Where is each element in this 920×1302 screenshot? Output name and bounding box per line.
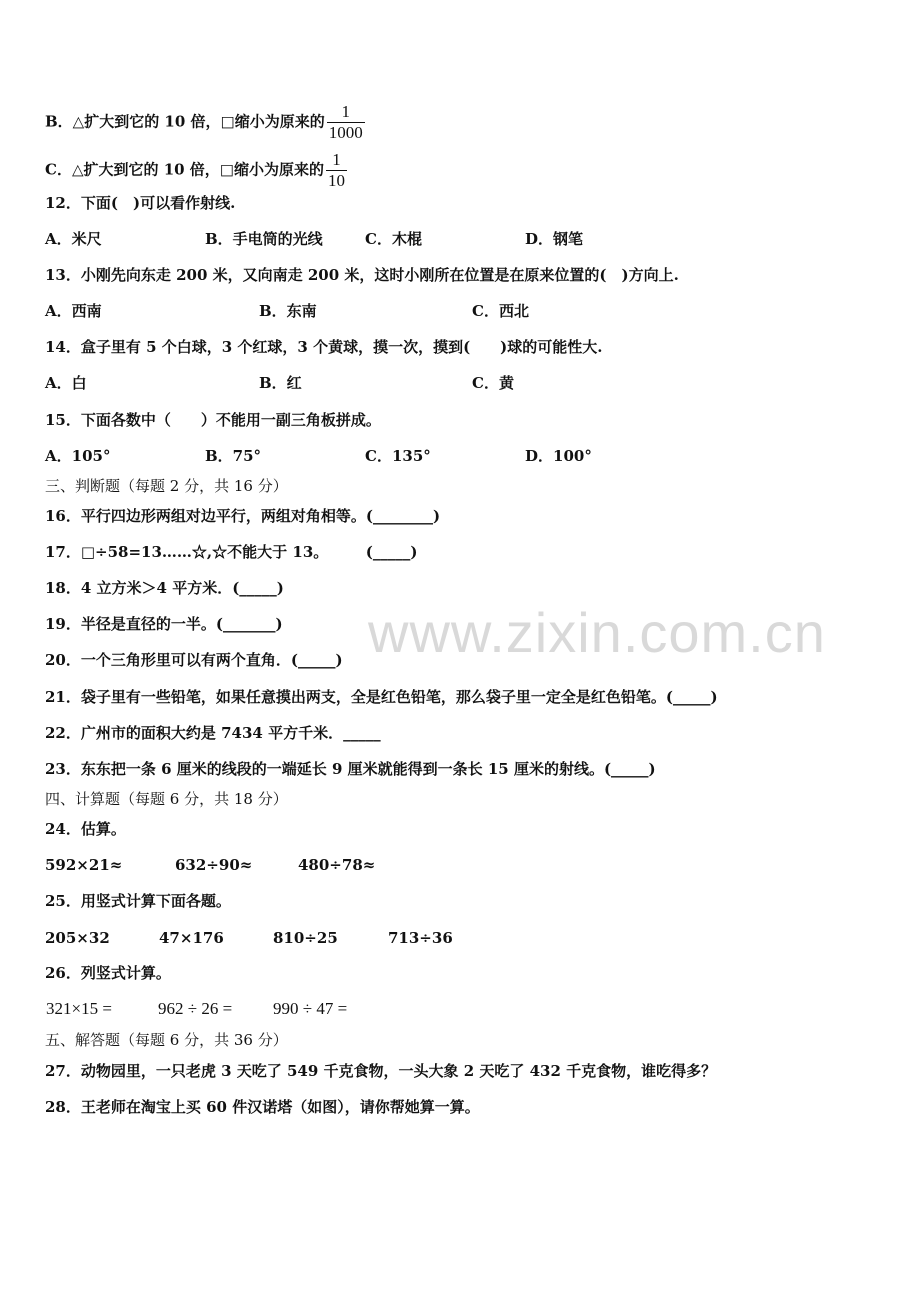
question-24: 24．估算。 [45,820,126,838]
question-14: 14．盒子里有 5 个白球，3 个红球，3 个黄球，摸一次，摸到( )球的可能性大. [45,338,603,356]
q25-item-3: 810÷25 [273,929,338,947]
q24-item-1: 592×21≈ [45,856,123,874]
q13-option-b: B．东南 [259,302,317,320]
q26-item-2: 962 ÷ 26 = [158,999,233,1018]
question-22: 22．广州市的面积大约是 7434 平方千米．_____ [45,724,381,742]
question-16: 16．平行四边形两组对边平行，两组对角相等。(________) [45,507,441,525]
q25-item-4: 713÷36 [388,929,453,947]
q24-item-2: 632÷90≈ [175,856,253,874]
option-c-line [45,150,347,191]
option-b-line [45,102,365,143]
q14-option-a: A．白 [45,374,87,392]
question-15: 15．下面各数中（ ）不能用一副三角板拼成。 [45,411,381,429]
q24-item-3: 480÷78≈ [298,856,376,874]
q14-option-c: C．黄 [472,374,514,392]
q25-item-1: 205×32 [45,929,110,947]
q12-option-d: D．钢笔 [525,230,584,248]
q12-option-a: A．米尺 [45,230,102,248]
question-25: 25．用竖式计算下面各题。 [45,892,231,910]
fraction-denominator: 10 [327,171,345,190]
q14-option-b: B．红 [259,374,302,392]
question-23: 23．东东把一条 6 厘米的线段的一端延长 9 厘米就能得到一条长 15 厘米的射线。(_____) [45,760,656,778]
option-b-text: B．△扩大到它的 10 倍，□缩小为原来的 [45,112,325,131]
fraction-1-1000 [327,102,365,143]
q13-option-c: C．西北 [472,302,529,320]
q12-option-c: C．木棍 [365,230,422,248]
q15-option-c: C．135° [365,447,431,465]
question-13: 13．小刚先向东走 200 米，又向南走 200 米，这时小刚所在位置是在原来位置的( )方向上. [45,266,679,284]
question-27: 27．动物园里，一只老虎 3 天吃了 549 千克食物，一头大象 2 天吃了 432 千克食物，谁吃得多？ [45,1062,717,1080]
question-18: 18．4 立方米＞4 平方米．(_____) [45,579,284,597]
q15-option-a: A．105° [45,447,111,465]
q12-option-b: B．手电筒的光线 [205,230,323,248]
q13-option-a: A．西南 [45,302,102,320]
section-4-heading: 四、计算题（每题 6 分，共 18 分） [45,790,288,808]
question-21: 21．袋子里有一些铅笔，如果任意摸出两支，全是红色铅笔，那么袋子里一定全是红色铅笔。(_____) [45,688,718,706]
question-17: 17．□÷58=13……☆,☆不能大于 13。 (_____) [45,543,418,561]
question-28: 28．王老师在淘宝上买 60 件汉诺塔（如图），请你帮她算一算。 [45,1098,480,1116]
fraction-numerator: 1 [341,102,350,121]
section-5-heading: 五、解答题（每题 6 分，共 36 分） [45,1031,288,1049]
fraction-1-10 [326,150,347,191]
fraction-denominator: 1000 [328,123,363,142]
watermark: www.zixin.com.cn [368,601,826,664]
section-3-heading: 三、判断题（每题 2 分，共 16 分） [45,477,288,495]
question-12: 12．下面( )可以看作射线. [45,194,236,212]
q26-item-3: 990 ÷ 47 = [273,999,348,1018]
q26-item-1: 321×15 = [46,999,112,1018]
question-26: 26．列竖式计算。 [45,964,171,982]
q15-option-b: B．75° [205,447,262,465]
question-20: 20．一个三角形里可以有两个直角．(_____) [45,651,343,669]
fraction-numerator: 1 [332,150,341,169]
q15-option-d: D．100° [525,447,592,465]
q25-item-2: 47×176 [159,929,224,947]
option-c-text: C．△扩大到它的 10 倍，□缩小为原来的 [45,160,324,179]
question-19: 19．半径是直径的一半。(_______) [45,615,283,633]
